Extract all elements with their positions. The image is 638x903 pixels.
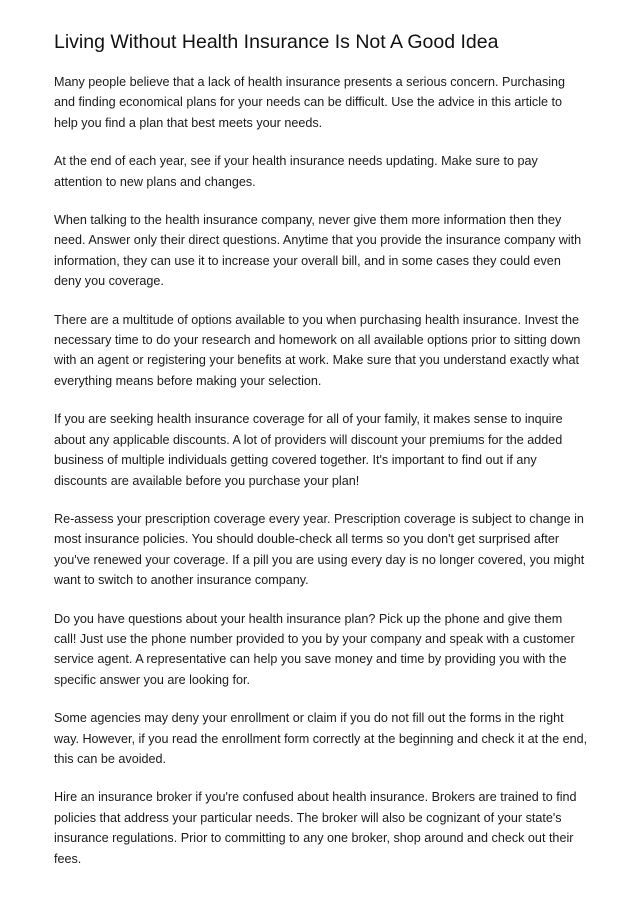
document-body <box>54 72 588 869</box>
paragraph-call-provider: Do you have questions about your health insurance plan? Pick up the phone and give them call! Just use the phone number provided to you by your company and speak with a customer service agent. A representative can help you save money and time by providing you with the specific answer you are looking for. <box>54 611 575 687</box>
paragraph-annual-review: At the end of each year, see if your health insurance needs updating. Make sure to pay attention to new plans and changes. <box>54 154 538 189</box>
paragraph-intro: Many people believe that a lack of health insurance presents a serious concern. Purchasing and finding economical plans for your needs can be difficult. Use the advice in this article to help you find a plan that best meets your needs. <box>54 75 566 130</box>
paragraph-prescription-coverage: Re-assess your prescription coverage every year. Prescription coverage is subject to change in most insurance policies. You should double-check all terms so you don't get surprised after you've renewed your coverage. If a pill you are using every day is no longer covered, you might want to switch to another insurance company. <box>54 511 585 588</box>
paragraph-family-discounts: If you are seeking health insurance coverage for all of your family, it makes sense to inquire about any applicable discounts. A lot of providers will discount your premiums for the added business of multiple individuals getting covered together. It's important to find out if any discounts are available before you purchase your plan! <box>54 412 563 488</box>
document-title: Living Without Health Insurance Is Not A Good Idea <box>54 31 499 53</box>
document-page <box>54 30 588 887</box>
paragraph-research-options: There are a multitude of options available to you when purchasing health insurance. Invest the necessary time to do your research and homework on all available options prior to sitting down with an agent or registering your benefits at work. Make sure that you understand exactly what everything means before making your selection. <box>54 312 581 388</box>
paragraph-limit-information: When talking to the health insurance company, never give them more information then they need. Answer only their direct questions. Anytime that you provide the insurance company with information, they can use it to increase your overall bill, and in some cases they could even deny you coverage. <box>54 213 582 289</box>
paragraph-enrollment-forms: Some agencies may deny your enrollment or claim if you do not fill out the forms in the right way. However, if you read the enrollment form correctly at the beginning and check it at the end, this can be avoided. <box>54 711 588 766</box>
paragraph-insurance-broker: Hire an insurance broker if you're confused about health insurance. Brokers are trained to find policies that address your particular needs. The broker will also be cognizant of your state's insurance regulations. Prior to committing to any one broker, shop around and check out their fees. <box>54 790 577 866</box>
